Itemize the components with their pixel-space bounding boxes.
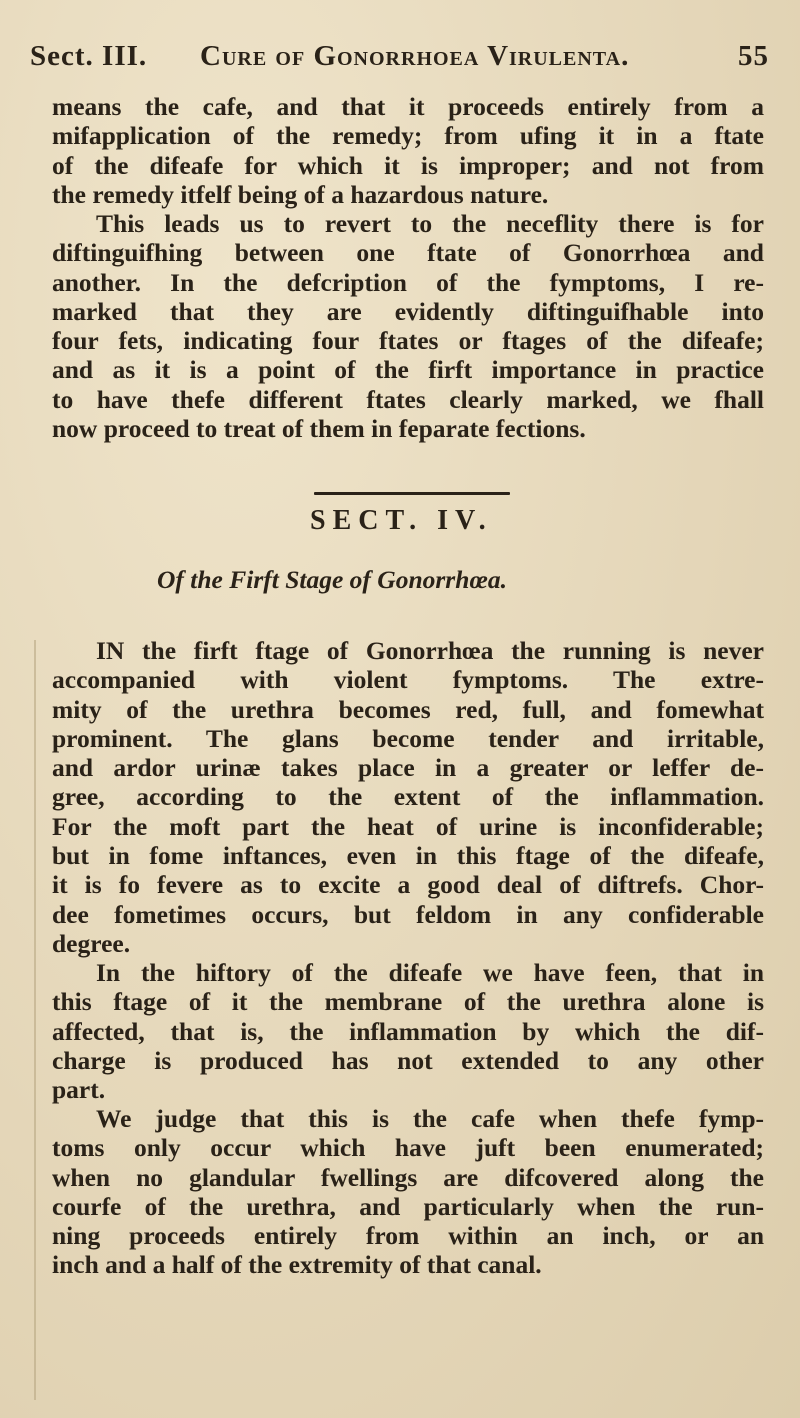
text-line: mifapplication of the remedy; from ufing it in a ftate	[52, 121, 764, 151]
text-line: of the difeafe for which it is improper; and not from	[52, 150, 764, 180]
margin-fold-line	[34, 640, 36, 1400]
running-head-title: Cure of Gonorrhoea Virulenta.	[200, 40, 630, 72]
text-line: and ardor urinæ takes place in a greater or leffer de-	[52, 753, 764, 783]
section-heading: SECT. IV.	[310, 505, 493, 536]
text-line: toms only occur which have juft been enumerated;	[52, 1133, 764, 1163]
text-line: but in fome inftances, even in this ftage of the difeafe,	[52, 841, 764, 871]
text-line: now proceed to treat of them in feparate fections.	[52, 414, 586, 444]
text-line: courfe of the urethra, and particularly when the run-	[52, 1191, 764, 1221]
paragraph-four	[52, 958, 764, 1104]
text-line: part.	[52, 1075, 106, 1105]
text-line: charge is produced has not extended to any other	[52, 1045, 764, 1075]
text-line: gree, according to the extent of the inflammation.	[52, 782, 764, 812]
text-line: In the hiftory of the difeafe we have feen, that in	[96, 958, 764, 987]
text-line: dee fometimes occurs, but feldom in any confiderable	[52, 899, 764, 929]
paragraph-five	[52, 1104, 764, 1280]
text-line: another. In the defcription of the fymptoms, I re-	[52, 267, 764, 297]
text-line: diftinguifhing between one ftate of Gonorrhœa and	[52, 238, 764, 268]
text-line: ning proceeds entirely from within an inch, or an	[52, 1221, 764, 1251]
section-rule	[314, 492, 510, 495]
text-line: For the moft part the heat of urine is inconfiderable;	[52, 811, 764, 841]
text-line: degree.	[52, 928, 131, 958]
text-line: the remedy itfelf being of a hazardous nature.	[52, 179, 549, 209]
text-line: We judge that this is the cafe when thefe fymp-	[96, 1104, 764, 1133]
text-line: means the cafe, and that it proceeds entirely from a	[52, 92, 764, 121]
running-head	[0, 40, 800, 80]
paragraph-three	[52, 636, 764, 958]
text-line: inch and a half of the extremity of that canal.	[52, 1250, 542, 1280]
text-line: this ftage of it the membrane of the urethra alone is	[52, 987, 764, 1017]
text-line: accompanied with violent fymptoms. The extre-	[52, 665, 764, 695]
text-line: mity of the urethra becomes red, full, and fomewhat	[52, 694, 764, 724]
running-head-section: Sect. III.	[30, 40, 148, 72]
text-line: when no glandular fwellings are difcovered along the	[52, 1162, 764, 1192]
text-line: prominent. The glans become tender and irritable,	[52, 723, 764, 753]
text-line: to have thefe different ftates clearly marked, we fhall	[52, 384, 764, 414]
text-line: This leads us to revert to the neceflity there is for	[96, 209, 764, 238]
text-line: marked that they are evidently diftinguifhable into	[52, 296, 764, 326]
text-line: it is fo fevere as to excite a good deal of diftrefs. Chor-	[52, 870, 764, 900]
text-line: IN the firft ftage of Gonorrhœa the running is never	[96, 636, 764, 665]
section-subtitle: Of the Firft Stage of Gonorrhœa.	[157, 565, 507, 594]
text-line: affected, that is, the inflammation by which the dif-	[52, 1016, 764, 1046]
text-line: four fets, indicating four ftates or ftages of the difeafe;	[52, 326, 764, 356]
text-line: and as it is a point of the firft importance in practice	[52, 355, 764, 385]
paragraph-top	[52, 92, 764, 209]
paragraph-two	[52, 209, 764, 443]
page-number: 55	[738, 40, 769, 72]
